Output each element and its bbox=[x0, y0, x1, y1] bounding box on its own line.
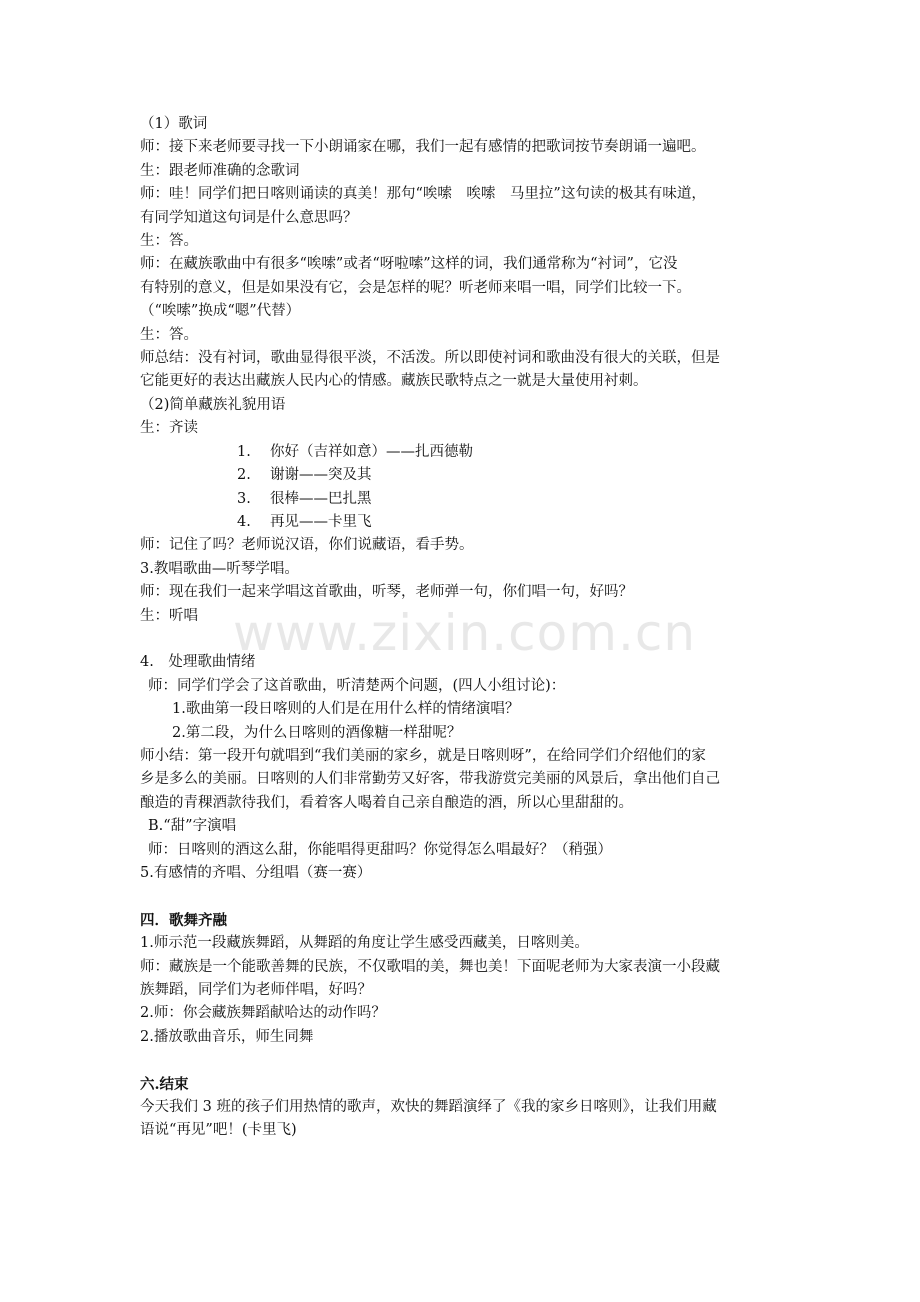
section-heading-end: 六.结束 bbox=[140, 1075, 189, 1093]
step-line: 1.师示范一段藏族舞蹈，从舞蹈的角度让学生感受西藏美，日喀则美。 bbox=[140, 935, 589, 952]
student-line: 生：答。 bbox=[140, 233, 198, 250]
list-number: 4. bbox=[237, 513, 251, 530]
spacer bbox=[140, 628, 785, 651]
document-body bbox=[140, 113, 785, 1143]
section-lyrics-title: （1）歌词 bbox=[140, 116, 208, 132]
list-number: 3. bbox=[237, 490, 251, 507]
teacher-summary-line: 师小结：第一段开句就唱到“我们美丽的家乡，就是日喀则呀”，在给同学们介绍他们的家 bbox=[140, 747, 706, 764]
step-line: 2.播放歌曲音乐，师生同舞 bbox=[140, 1028, 314, 1045]
list-item bbox=[140, 488, 785, 511]
list-text: 你好（吉祥如意）——扎西德勒 bbox=[270, 443, 473, 460]
teacher-line: 师：接下来老师要寻找一下小朗诵家在哪，我们一起有感情的把歌词按节奏朗诵一遍吧。 bbox=[140, 139, 706, 156]
teacher-line: 师：日喀则的酒这么甜，你能唱得更甜吗？你觉得怎么唱最好？（稍强） bbox=[148, 841, 612, 858]
teacher-summary-line: 师总结：没有衬词，歌曲显得很平淡，不活泼。所以即使衬词和歌曲没有很大的关联，但是 bbox=[140, 350, 720, 367]
teacher-line: 师：同学们学会了这首歌曲，听清楚两个问题，(四人小组讨论)： bbox=[148, 677, 566, 694]
student-line: 生：跟老师准确的念歌词 bbox=[140, 162, 300, 179]
step-line: B.“甜”字演唱 bbox=[148, 818, 237, 835]
list-item bbox=[140, 511, 785, 534]
student-line: 生：齐读 bbox=[140, 420, 198, 437]
list-text: 很棒——巴扎黑 bbox=[270, 490, 372, 507]
step-line: 2.师：你会藏族舞蹈献哈达的动作吗？ bbox=[140, 1005, 386, 1022]
list-number: 1. bbox=[237, 443, 251, 460]
spacer bbox=[140, 1049, 785, 1072]
list-text: 再见——卡里飞 bbox=[270, 513, 372, 530]
teacher-line: 师：哇！同学们把日喀则诵读的真美！那句“唉嗦 唉嗦 马里拉”这句读的极其有味道， bbox=[140, 186, 706, 203]
watermark: www.zixin.com.cn bbox=[233, 604, 697, 662]
text-line: 语说“再见”吧！(卡里飞) bbox=[140, 1122, 297, 1139]
step-line: 3.教唱歌曲—听琴学唱。 bbox=[140, 560, 299, 577]
question-line: 2.第二段，为什么日喀则的酒像糖一样甜呢？ bbox=[172, 724, 462, 741]
list-item bbox=[140, 441, 785, 464]
text-line: 有同学知道这句词是什么意思吗？ bbox=[140, 209, 358, 226]
step-line: 5.有感情的齐唱、分组唱（赛一赛） bbox=[140, 864, 372, 881]
teacher-line: 师：现在我们一起来学唱这首歌曲，听琴，老师弹一句，你们唱一句，好吗？ bbox=[140, 584, 633, 601]
student-line: 生：听唱 bbox=[140, 607, 198, 624]
phrase-list bbox=[140, 441, 785, 535]
text-line: （“唉嗦”换成“嗯”代替） bbox=[140, 303, 301, 320]
question-line: 1.歌曲第一段日喀则的人们是在用什么样的情绪演唱？ bbox=[172, 701, 520, 718]
list-text: 谢谢——突及其 bbox=[270, 467, 372, 484]
section-phrases-title: （2)简单藏族礼貌用语 bbox=[140, 396, 286, 413]
step-line: 4. 处理歌曲情绪 bbox=[140, 654, 256, 671]
text-line: 今天我们 3 班的孩子们用热情的歌声，欢快的舞蹈演绎了《我的家乡日喀则》，让我们用藏 bbox=[140, 1099, 717, 1116]
text-line: 乡是多么的美丽。日喀则的人们非常勤劳又好客，带我游赏完美丽的风景后，拿出他们自己 bbox=[140, 771, 720, 788]
text-line: 酿造的青稞酒款待我们，看着客人喝着自己亲自酿造的酒，所以心里甜甜的。 bbox=[140, 794, 633, 811]
section-heading-dance: 四．歌舞齐融 bbox=[140, 911, 227, 929]
teacher-line: 师：在藏族歌曲中有很多“唉嗦”或者“呀啦嗦”这样的词，我们通常称为“衬词”，它没 bbox=[140, 256, 678, 273]
spacer bbox=[140, 885, 785, 908]
text-line: 它能更好的表达出藏族人民内心的情感。藏族民歌特点之一就是大量使用衬刺。 bbox=[140, 373, 648, 390]
teacher-line: 师：藏族是一个能歌善舞的民族，不仅歌唱的美，舞也美！下面呢老师为大家表演一小段藏 bbox=[140, 958, 720, 975]
list-item bbox=[140, 464, 785, 487]
teacher-line: 师：记住了吗？老师说汉语，你们说藏语，看手势。 bbox=[140, 537, 474, 554]
student-line: 生：答。 bbox=[140, 326, 198, 343]
text-line: 有特别的意义，但是如果没有它，会是怎样的呢？听老师来唱一唱，同学们比较一下。 bbox=[140, 279, 691, 296]
text-line: 族舞蹈，同学们为老师伴唱，好吗？ bbox=[140, 982, 372, 998]
list-number: 2. bbox=[237, 467, 251, 484]
